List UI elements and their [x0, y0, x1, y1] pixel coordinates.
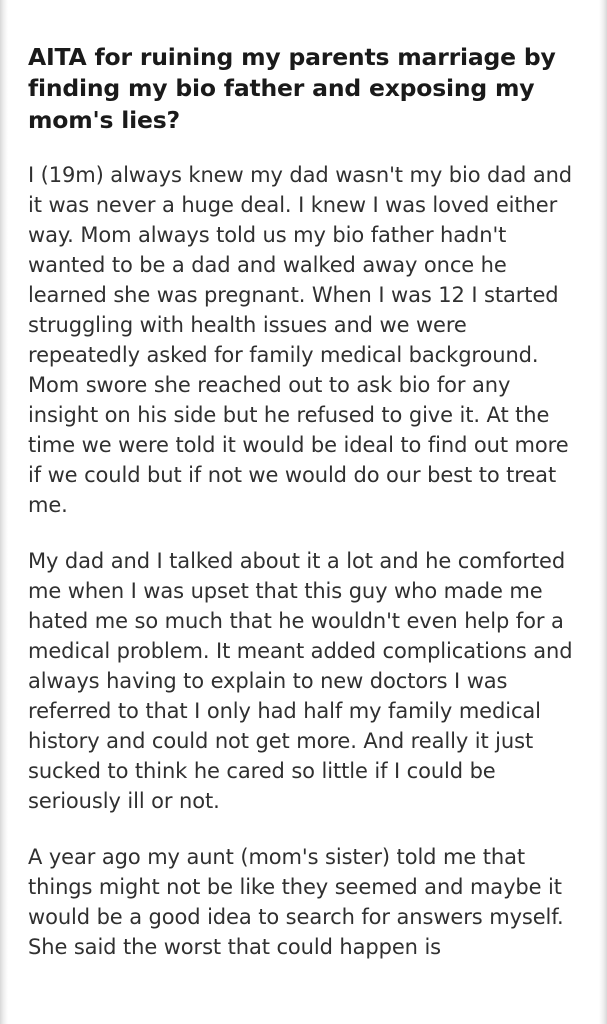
post-paragraph: I (19m) always knew my dad wasn't my bio dad and it was never a huge deal. I knew I was loved either way. Mom always told us my bio father hadn't wanted to be a dad and walked away once he learned she was pregnant. When I was 12 I started struggling with health issues and we were repeatedly asked for family medical background. Mom swore she reached out to ask bio for any insight on his side but he refused to give it. At the time we were told it would be ideal to find out more if we could but if not we would do our best to treat me. — [28, 162, 573, 517]
page-edge-right — [599, 0, 607, 1024]
post-paragraph: My dad and I talked about it a lot and he comforted me when I was upset that this guy who made me hated me so much that he wouldn't even help for a medical problem. It meant added complications and always having to explain to new doctors I was referred to that I only had half my family medical history and could not get more. And really it just sucked to think he cared so little if I could be seriously ill or not. — [28, 548, 573, 814]
page-edge-left — [0, 0, 8, 1024]
post-paragraph: A year ago my aunt (mom's sister) told me that things might not be like they seemed and maybe it would be a good idea to search for answers myself. She said the worst that could happen is — [28, 845, 564, 960]
post-body — [28, 136, 579, 962]
post-title: AITA for ruining my parents marriage by finding my bio father and exposing my mom's lies? — [28, 43, 556, 134]
